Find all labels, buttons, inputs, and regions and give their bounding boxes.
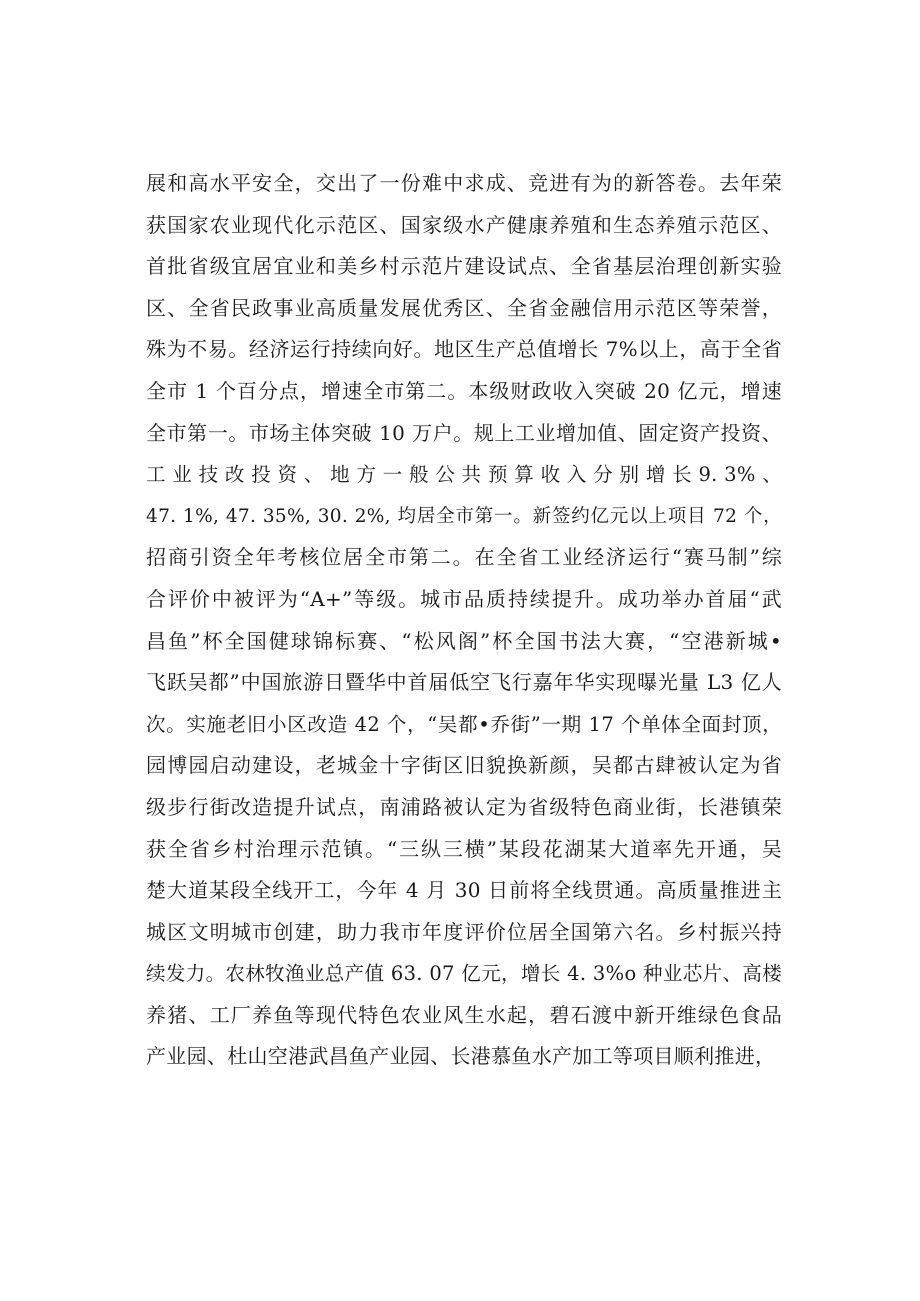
text-line: 首批省级宜居宜业和美乡村示范片建设试点、全省基层治理创新实验 <box>146 254 782 279</box>
text-line: 昌鱼”杯全国健球锦标赛、“松风阁”杯全国书法大赛，“空港新城• <box>146 628 782 653</box>
text-line: 展和高水平安全，交出了一份难中求成、竞进有为的新答卷。去年荣 <box>146 171 782 195</box>
text-line: 工 业 技 改 投 资 、 地 方 一 般 公 共 预 算 收 入 分 别 增 长 9. 3% 、 <box>146 463 782 487</box>
text-line: 楚大道某段全线开工，今年 4 月 30 日前将全线贯通。高质量推进主 <box>146 878 782 903</box>
body-paragraph <box>146 163 782 1078</box>
text-line: 飞跃吴都”中国旅游日暨华中首届低空飞行嘉年华实现曝光量 L3 亿人 <box>146 670 782 695</box>
text-line: 殊为不易。经济运行持续向好。地区生产总值增长 7%以上，高于全省 <box>146 337 782 362</box>
text-line: 园博园启动建设，老城金十字街区旧貌换新颜，吴都古肆被认定为省 <box>146 753 782 778</box>
text-line: 获国家农业现代化示范区、国家级水产健康养殖和生态养殖示范区、 <box>146 212 782 237</box>
text-line: 城区文明城市创建，助力我市年度评价位居全国第六名。乡村振兴持 <box>146 919 782 944</box>
text-line: 47. 1%, 47. 35%, 30. 2%, 均居全市第一。新签约亿元以上项目 72 个， <box>146 505 782 527</box>
text-line: 级步行街改造提升试点，南浦路被认定为省级特色商业街，长港镇荣 <box>146 794 782 819</box>
text-line: 合评价中被评为“A+”等级。城市品质持续提升。成功举办首届“武 <box>146 586 782 611</box>
text-line: 产业园、杜山空港武昌鱼产业园、长港慕鱼水产加工等项目顺利推进， <box>146 1044 776 1069</box>
text-line: 全市 1 个百分点，增速全市第二。本级财政收入突破 20 亿元，增速 <box>146 378 782 403</box>
text-line: 区、全省民政事业高质量发展优秀区、全省金融信用示范区等荣誉， <box>146 295 782 320</box>
text-line: 招商引资全年考核位居全市第二。在全省工业经济运行“赛马制”综 <box>146 545 782 570</box>
text-line: 养猪、工厂养鱼等现代特色农业风生水起，碧石渡中新开维绿色食品 <box>146 1002 782 1027</box>
text-line: 获全省乡村治理示范镇。“三纵三横”某段花湖某大道率先开通，吴 <box>146 836 782 861</box>
text-line: 续发力。农林牧渔业总产值 63. 07 亿元，增长 4. 3%o 种业芯片、高楼 <box>146 962 782 986</box>
text-line: 次。实施老旧小区改造 42 个，“吴都•乔街”一期 17 个单体全面封顶， <box>146 712 782 736</box>
text-line: 全市第一。市场主体突破 10 万户。规上工业增加值、固定资产投资、 <box>146 420 782 445</box>
